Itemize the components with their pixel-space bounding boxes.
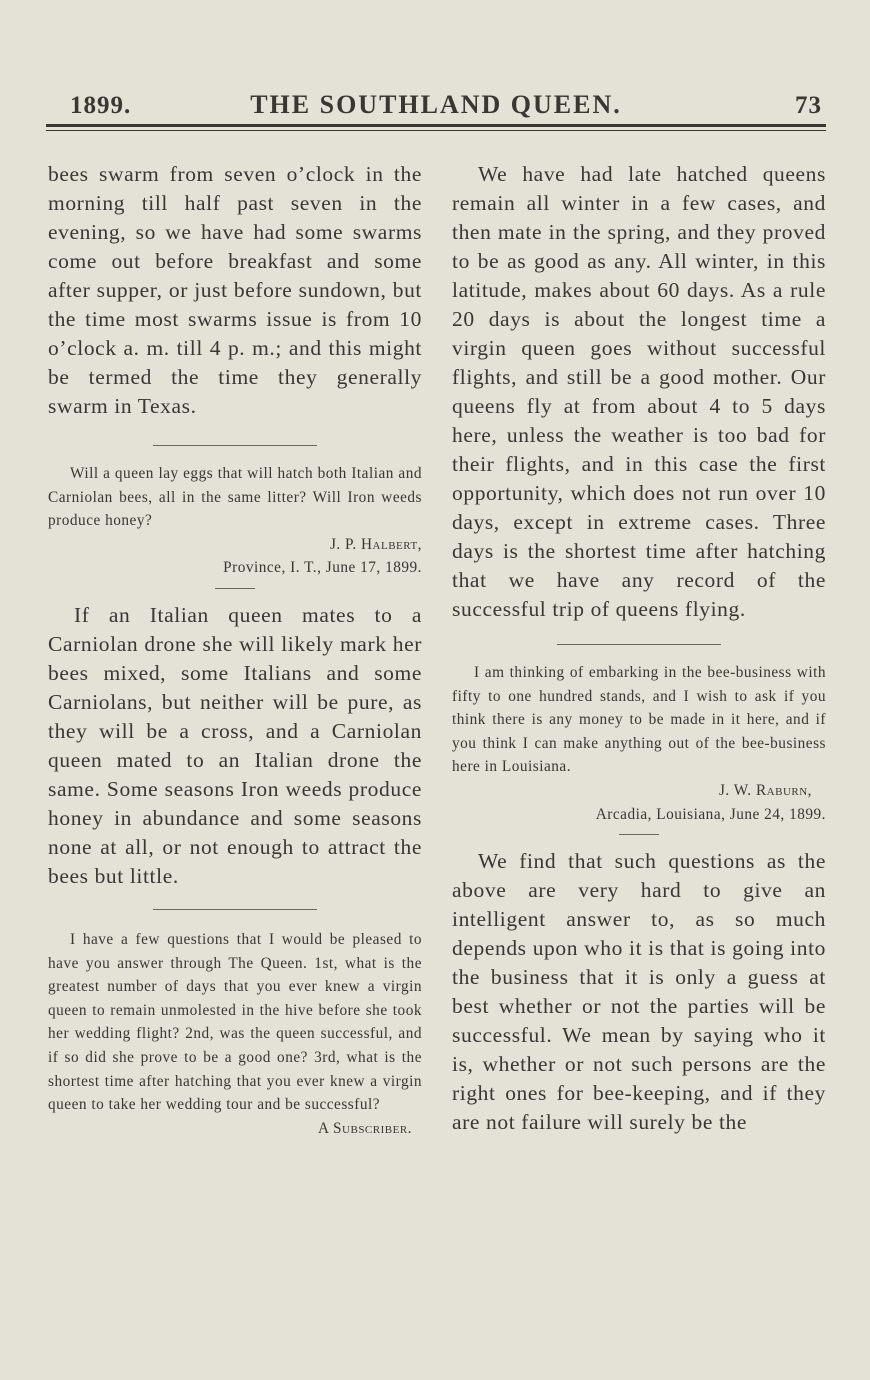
question-halbert: Will a queen lay eggs that will hatch both Italian and Carniolan bees, all in the same litter? Will Iron weeds produce honey? (48, 465, 422, 530)
header-year: 1899. (70, 92, 132, 119)
header-rule-thin (46, 130, 826, 131)
signature-halbert: J. P. Halbert, (329, 535, 422, 553)
answer-paragraph-italian-carniolan: If an Italian queen mates to a Carniolan drone she will likely mark her bees mixed, some Italians and some Carniolans, but neither will be pure, as they will be a cross, and a Carniolan queen mated to an Italian drone the same. Some seasons Iron weeds produce honey in abundance and some seasons none at all, or not enough to attract the bees but little. (48, 602, 422, 888)
signature-raburn: J. W. Raburn, (718, 781, 812, 799)
header-title: THE SOUTHLAND QUEEN. (250, 90, 622, 119)
signature-halbert-place: Province, I. T., June 17, 1899. (223, 559, 422, 577)
answer-paragraph-swarm-time: bees swarm from seven o’clock in the morning till half past seven in the evening, so we have had some swarms come out before breakfast and some after supper, or just before sundown, but the time most swarms issue is from 10 o’clock a. m. till 4 p. m.; and this might be termed the time they generally swarm in Texas. (48, 162, 422, 418)
signature-subscriber: A Subscriber. (318, 1119, 412, 1137)
right-column (452, 160, 826, 1137)
separator (557, 644, 721, 645)
separator-short (215, 588, 255, 589)
header-rule-thick (46, 124, 826, 127)
separator (153, 445, 317, 446)
answer-paragraph-late-queens: We have had late hatched queens remain all winter in a few cases, and then mate in the spring, and they proved to be as good as any. All winter, in this latitude, makes about 60 days. As a rule 20 days is about the longest time a virgin queen goes without successful flights, and still be a good mother. Our queens fly at from about 4 to 5 days here, unless the weather is too bad for their flights, and in this case the first opportunity, which does not run over 10 days, except in extreme cases. Three days is the shortest time after hatching that we have any record of the successful trip of queens flying. (452, 162, 826, 621)
separator-short (619, 834, 659, 835)
question-subscriber: I have a few questions that I would be pleased to have you answer through The Queen. 1st, what is the greatest number of days that you ever knew a virgin queen to remain unmolested in the hive before she took her wedding flight? 2nd, was the queen successful, and if so did she prove to be a good one? 3rd, what is the shortest time after hatching that you ever knew a virgin queen to take her wedding tour and be successful? (48, 930, 422, 1114)
signature-raburn-place: Arcadia, Louisiana, June 24, 1899. (595, 805, 826, 823)
left-column (48, 160, 422, 1140)
answer-paragraph-bee-business: We find that such questions as the above are very hard to give an intelligent answer to, as so much depends upon who it is that is going into the business that it is only a guess at best whether or not the parties will be successful. We mean by saying who it is, whether or not such persons are the right ones for bee-keeping, and if they are not failure will surely be the (452, 849, 826, 1135)
page-header (48, 88, 824, 128)
page-number: 73 (795, 92, 822, 119)
question-raburn: I am thinking of embarking in the bee-business with fifty to one hundred stands, and I wish to ask if you think there is any money to be made in it here, and if you think I can make anything out of the bee-business here in Louisiana. (452, 664, 826, 776)
separator (153, 909, 317, 910)
